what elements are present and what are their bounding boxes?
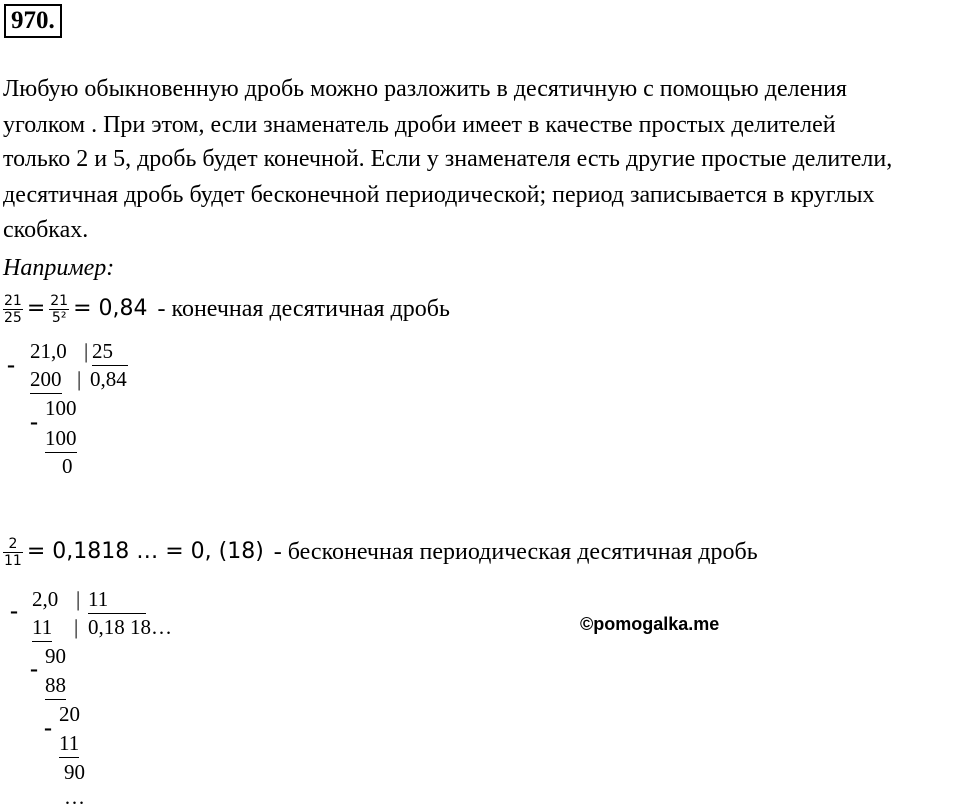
example1-fraction-1 [3,293,23,326]
example1-divisor: 25 [92,338,128,366]
paragraph-line-1: Любую обыкновенную дробь можно разложить в десятичную с помощью деления [3,76,847,102]
example1-fraction-1-denominator: 25 [4,309,22,326]
example2-expression: = 0,1818 … = 0, (18) [26,539,264,564]
example2-fraction-denominator: 11 [4,552,22,569]
example1-equals-1: = [26,296,46,321]
example2-fraction [3,536,23,569]
example2-minus-sign-3: - [44,715,52,741]
example1-equation [3,292,450,326]
example1-subtrahend-2: 100 [45,425,77,453]
paragraph-line-5: скобках. [3,217,89,243]
paragraph-line-4: десятичная дробь будет бесконечной периодической; период записывается в круглых [3,182,875,208]
example1-dividend: 21,0 [30,339,67,363]
example2-subtrahend-3: 11 [59,730,79,758]
example2-remainder-1: 90 [45,644,66,668]
problem-number: 970. [4,4,62,38]
example1-result: = 0,84 [73,296,148,321]
example2-equation [3,535,758,569]
example1-bar-2: | [77,367,82,391]
example1-description: - конечная десятичная дробь [157,296,450,322]
example1-minus-sign-1: - [7,352,15,378]
example2-subtrahend-1: 11 [32,614,52,642]
example2-remainder-2: 20 [59,702,80,726]
example1-minus-sign-2: - [30,409,38,435]
example1-fraction-2-numerator: 21 [50,292,69,309]
example1-subtrahend-1: 200 [30,366,62,394]
example1-quotient: 0,84 [90,367,127,391]
example2-quotient: 0,18 18… [88,615,172,639]
example1-bar-1: | [84,339,89,363]
example1-fraction-1-numerator: 21 [4,292,22,309]
example2-description: - бесконечная периодическая десятичная дробь [273,539,758,565]
example2-minus-sign-2: - [30,656,38,682]
example2-minus-sign-1: - [10,598,18,624]
example2-dividend: 2,0 [32,587,59,611]
example2-bar-1: | [76,587,81,611]
paragraph-line-2: уголком . При этом, если знаменатель дроби имеет в качестве простых делителей [3,112,836,138]
example-label: Например: [3,255,115,281]
watermark: ©pomogalka.me [580,614,720,634]
example2-bar-2: | [74,615,79,639]
example1-remainder-1: 100 [45,396,77,420]
example2-divisor: 11 [88,586,146,614]
paragraph-line-3: только 2 и 5, дробь будет конечной. Если у знаменателя есть другие простые делители, [3,146,893,172]
example2-subtrahend-2: 88 [45,672,66,700]
example1-remainder-final: 0 [62,454,73,478]
example2-remainder-3: 90 [64,760,85,784]
example1-fraction-2 [49,293,69,326]
example2-fraction-numerator: 2 [3,536,23,553]
example1-fraction-2-denominator: 5² [51,309,67,326]
example2-ellipsis: … [64,785,85,809]
